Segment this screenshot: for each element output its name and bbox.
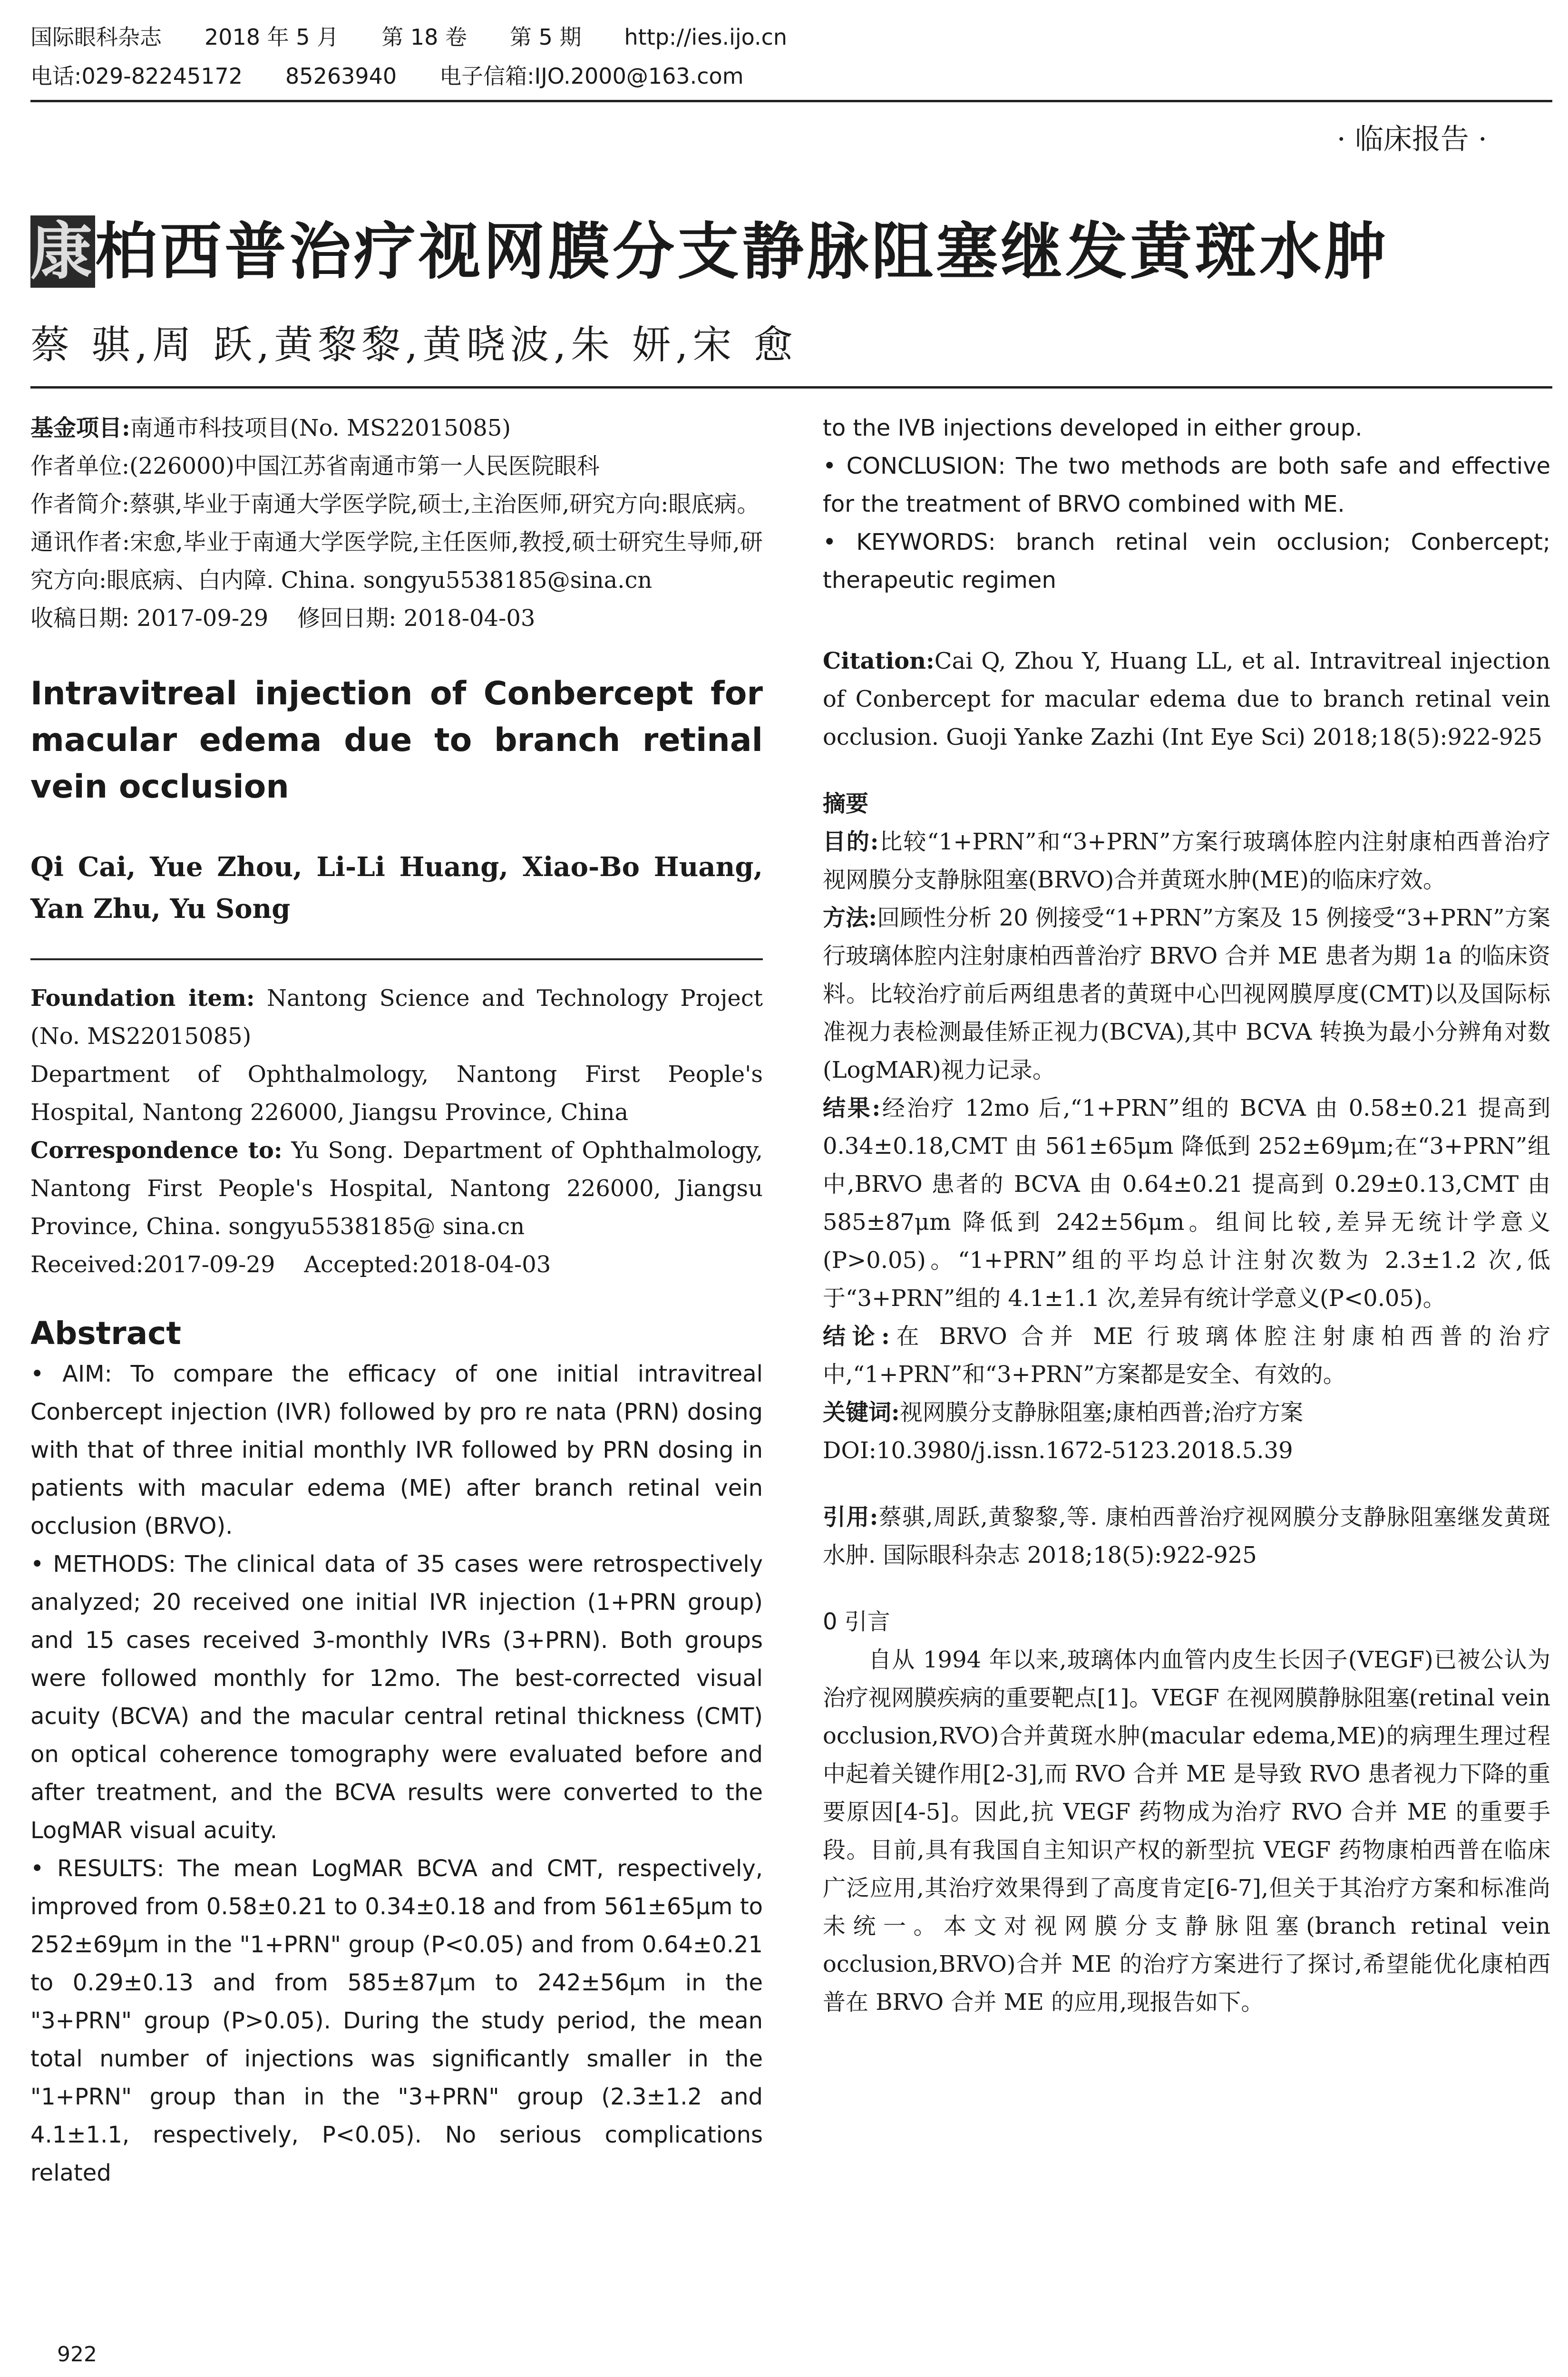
section-tag: · 临床报告 ·	[1336, 123, 1487, 156]
results-label: 结果:	[823, 1095, 881, 1121]
phone: 电话:029-82245172	[30, 63, 243, 89]
cn-citation-text: 蔡骐,周跃,黄黎黎,等. 康柏西普治疗视网膜分支静脉阻塞继发黄斑水肿. 国际眼科杂志 2018;18(5):922-925	[823, 1504, 1550, 1568]
methods-text: 回顾性分析 20 例接受“1+PRN”方案及 15 例接受“3+PRN”方案行玻璃体腔内注射康柏西普治疗 BRVO 合并 ME 患者为期 1a 的临床资料。比较治疗前后两组患者的黄斑中心凹视网膜厚度(CMT)以及国际标准视力表检测最佳矫正视力(BCVA),其中 BCVA 转换为最小分辨角对数(LogMAR)视力记录。	[823, 905, 1550, 1083]
objective-label: 目的:	[823, 828, 879, 855]
volume: 第 18 卷	[381, 24, 467, 50]
title-rest: 柏西普治疗视网膜分支静脉阻塞继发黄斑水肿	[95, 215, 1389, 288]
abstract-heading: Abstract	[30, 1315, 181, 1352]
english-title: Intravitreal injection of Conbercept for macular edema due to branch retinal vein occlusion	[30, 675, 763, 806]
journal-url[interactable]: http://ies.ijo.cn	[624, 24, 788, 50]
conclusion-text: 在 BRVO 合并 ME 行玻璃体腔注射康柏西普的治疗中,“1+PRN”和“3+PRN”方案都是安全、有效的。	[823, 1323, 1550, 1388]
fund-item	[30, 409, 763, 447]
abstract-keywords: • KEYWORDS: branch retinal vein occlusion; Conbercept; therapeutic regimen	[823, 529, 1550, 594]
correspondence	[30, 1131, 763, 1246]
keywords-text: 视网膜分支静脉阻塞;康柏西普;治疗方案	[899, 1399, 1304, 1426]
received-dates: Received:2017-09-29 Accepted:2018-04-03	[30, 1251, 551, 1278]
citation-text: Cai Q, Zhou Y, Huang LL, et al. Intravitreal injection of Conbercept for macular edema due to branch retinal vein occlusion. Guoji Yanke Zazhi (Int Eye Sci) 2018;18(5):922-925	[823, 648, 1550, 750]
introduction-heading: 0 引言	[823, 1608, 890, 1635]
keywords-label: 关键词:	[823, 1399, 900, 1426]
objective-text: 比较“1+PRN”和“3+PRN”方案行玻璃体腔内注射康柏西普治疗视网膜分支静脉阻塞(BRVO)合并黄斑水肿(ME)的临床疗效。	[823, 828, 1550, 893]
english-authors: Qi Cai, Yue Zhou, Li-Li Huang, Xiao-Bo Huang, Yan Zhu, Yu Song	[30, 851, 763, 925]
cn-objective	[823, 823, 1550, 899]
introduction-text: 自从 1994 年以来,玻璃体内血管内皮生长因子(VEGF)已被公认为治疗视网膜疾病的重要靶点[1]。VEGF 在视网膜静脉阻塞(retinal vein occlusion,RVO)合并黄斑水肿(macular edema,ME)的病理生理过程中起着关键作用[2-3],而 RVO 合并 ME 是导致 RVO 患者视力下降的重要原因[4-5]。因此,抗 VEGF 药物成为治疗 RVO 合并 ME 的重要手段。目前,具有我国自主知识产权的新型抗 VEGF 药物康柏西普在临床广泛应用,其治疗效果得到了高度肯定[6-7],但关于其治疗方案和标准尚未统一。本文对视网膜分支静脉阻塞(branch retinal vein occlusion,BRVO)合并 ME 的治疗方案进行了探讨,希望能优化康柏西普在 BRVO 合并 ME 的应用,现报告如下。	[823, 1646, 1550, 2016]
fund-label: 基金项目:	[30, 415, 130, 441]
page-number: 922	[57, 2342, 97, 2367]
cn-results	[823, 1089, 1550, 1317]
cn-keywords	[823, 1393, 1550, 1432]
abstract-results-cont: to the IVB injections developed in either group.	[823, 415, 1363, 441]
issue-date: 2018 年 5 月	[205, 24, 339, 50]
chinese-abstract-heading: 摘要	[823, 790, 869, 817]
cn-citation	[823, 1498, 1550, 1574]
abstract-aim: • AIM: To compare the efficacy of one initial intravitreal Conbercept injection (IVR) followed by pro re nata (PRN) dosing with that of three initial monthly IVR followed by PRN dosing in patients with macular edema (ME) after branch retinal vein occlusion (BRVO).	[30, 1361, 763, 1539]
foundation-text: Nantong Science and Technology Project (No. MS22015085)	[30, 985, 763, 1050]
correspondence-label: Correspondence to:	[30, 1137, 282, 1164]
cn-citation-label: 引用:	[823, 1504, 878, 1530]
conclusion-label: 结论:	[823, 1323, 890, 1350]
phone-2: 85263940	[285, 63, 397, 89]
abstract-conclusion: • CONCLUSION: The two methods are both safe and effective for the treatment of BRVO combined with ME.	[823, 453, 1550, 517]
journal-header	[30, 23, 830, 51]
title-first-char: 康	[30, 215, 96, 288]
chinese-authors: 蔡 骐,周 跃,黄黎黎,黄晓波,朱 妍,宋 愈	[30, 322, 798, 368]
title-rule	[30, 386, 1552, 389]
left-column	[30, 409, 763, 2192]
author-intro: 作者简介:蔡骐,毕业于南通大学医学院,硕士,主治医师,研究方向:眼底病。	[30, 491, 760, 517]
corresponding-author: 通讯作者:宋愈,毕业于南通大学医学院,主任医师,教授,硕士研究生导师,研究方向:眼底病、白内障. China. songyu5538185@sina.cn	[30, 529, 763, 594]
department: Department of Ophthalmology, Nantong First People's Hospital, Nantong 226000, Jiangsu Province, China	[30, 1061, 763, 1126]
citation	[823, 642, 1550, 756]
right-column	[823, 409, 1550, 2021]
chinese-title	[30, 202, 1389, 291]
correspondence-text: Yu Song. Department of Ophthalmology, Nantong First People's Hospital, Nantong 226000, Jiangsu Province, China. songyu5538185@ sina.cn	[30, 1137, 763, 1240]
cn-conclusion	[823, 1317, 1550, 1393]
author-unit: 作者单位:(226000)中国江苏省南通市第一人民医院眼科	[30, 453, 600, 479]
contact-header	[30, 62, 787, 90]
fund-text: 南通市科技项目(No. MS22015085)	[130, 415, 511, 441]
foundation-item	[30, 979, 763, 1055]
abstract-results: • RESULTS: The mean LogMAR BCVA and CMT, respectively, improved from 0.58±0.21 to 0.34±0.18 and from 561±65μm to 252±69μm in the "1+PRN" group (P<0.05) and from 0.64±0.21 to 0.29±0.13 and from 585±87μm to 242±56μm in the "3+PRN" group (P>0.05). During the study period, the mean total number of injections was significantly smaller in the "1+PRN" group than in the "3+PRN" group (2.3±1.2 and 4.1±1.1, respectively, P<0.05). No serious complications related	[30, 1855, 763, 2186]
journal-name: 国际眼科杂志	[30, 24, 162, 50]
cn-methods	[823, 899, 1550, 1089]
citation-label: Citation:	[823, 648, 935, 674]
issue: 第 5 期	[509, 24, 582, 50]
abstract-methods: • METHODS: The clinical data of 35 cases were retrospectively analyzed; 20 received one initial IVR injection (1+PRN group) and 15 cases received 3-monthly IVRs (3+PRN). Both groups were followed monthly for 12mo. The best-corrected visual acuity (BCVA) and the macular central retinal thickness (CMT) on optical coherence tomography were evaluated before and after treatment, and the BCVA results were converted to the LogMAR visual acuity.	[30, 1551, 763, 1844]
authors-divider	[30, 958, 763, 960]
foundation-label: Foundation item:	[30, 985, 255, 1012]
dates-cn: 收稿日期: 2017-09-29 修回日期: 2018-04-03	[30, 605, 536, 632]
methods-label: 方法:	[823, 905, 877, 931]
doi: DOI:10.3980/j.issn.1672-5123.2018.5.39	[823, 1437, 1293, 1464]
header-rule	[30, 100, 1552, 102]
results-text: 经治疗 12mo 后,“1+PRN”组的 BCVA 由 0.58±0.21 提高到 0.34±0.18,CMT 由 561±65μm 降低到 252±69μm;在“3+PRN”组中,BRVO 患者的 BCVA 由 0.64±0.21 提高到 0.29±0.13,CMT 由 585±87μm 降低到 242±56μm。组间比较,差异无统计学意义(P>0.05)。“1+PRN”组的平均总计注射次数为 2.3±1.2 次,低于“3+PRN”组的 4.1±1.1 次,差异有统计学意义(P<0.05)。	[823, 1095, 1550, 1312]
email: 电子信箱:IJO.2000@163.com	[439, 63, 744, 89]
